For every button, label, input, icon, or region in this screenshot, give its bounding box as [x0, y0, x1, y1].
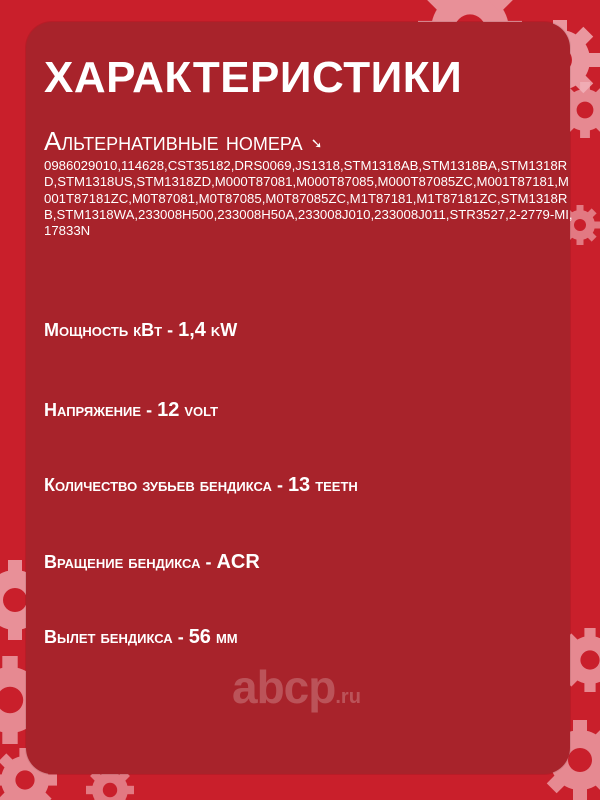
spec-label: Напряжение: [44, 400, 142, 420]
alternative-numbers-heading: [44, 126, 322, 158]
spec-label: Количество зубьев бендикса: [44, 475, 272, 495]
spec-separator: -: [271, 475, 288, 495]
spec-value: ACR: [216, 551, 260, 573]
alternative-numbers-list: 0986029010,114628,CST35182,DRS0069,JS1318,STM1318AB,STM1318BA,STM1318RD,STM1318US,STM1318ZD,M000T87081,M000T87085,M000T87085ZC,M001T87181,M001T87181ZC,M0T87081,M0T87085,M0T87085ZC,M1T87181,M1T87181ZC,STM1318RB,STM1318WA,233008H500,233008H50A,233008J010,233008J011,STR3527,2-2779-MI,17833N: [44, 158, 573, 239]
spec-unit: kW: [205, 320, 238, 340]
spec-pinion-offset: [44, 625, 238, 649]
spec-value: 1,4: [178, 319, 206, 341]
spec-value: 12: [157, 399, 180, 421]
spec-label: Вращение бендикса: [44, 552, 201, 572]
watermark-suffix: .ru: [335, 686, 361, 708]
spec-teeth-count: [44, 473, 358, 497]
spec-separator: -: [200, 552, 217, 572]
spec-power: [44, 318, 237, 342]
spec-value: 13: [287, 474, 311, 496]
spec-separator: -: [172, 627, 189, 647]
spec-label: Вылет бендикса: [44, 627, 173, 647]
spec-separator: -: [141, 400, 158, 420]
spec-separator: -: [162, 320, 179, 340]
spec-value: 56: [188, 626, 211, 648]
alternative-numbers-label: Альтернативные номера: [44, 126, 303, 156]
spec-unit: teeth: [310, 475, 358, 495]
page-title: ХАРАКТЕРИСТИКИ: [44, 53, 463, 102]
watermark-logo: [232, 660, 361, 714]
spec-unit: мм: [210, 627, 238, 647]
arrow-down-right-icon: ➘: [310, 135, 323, 152]
watermark-main: abcp: [232, 661, 336, 713]
spec-unit: volt: [179, 400, 219, 420]
spec-label: Мощность кВт: [44, 320, 163, 340]
spec-voltage: [44, 398, 218, 422]
spec-rotation: [44, 550, 260, 574]
